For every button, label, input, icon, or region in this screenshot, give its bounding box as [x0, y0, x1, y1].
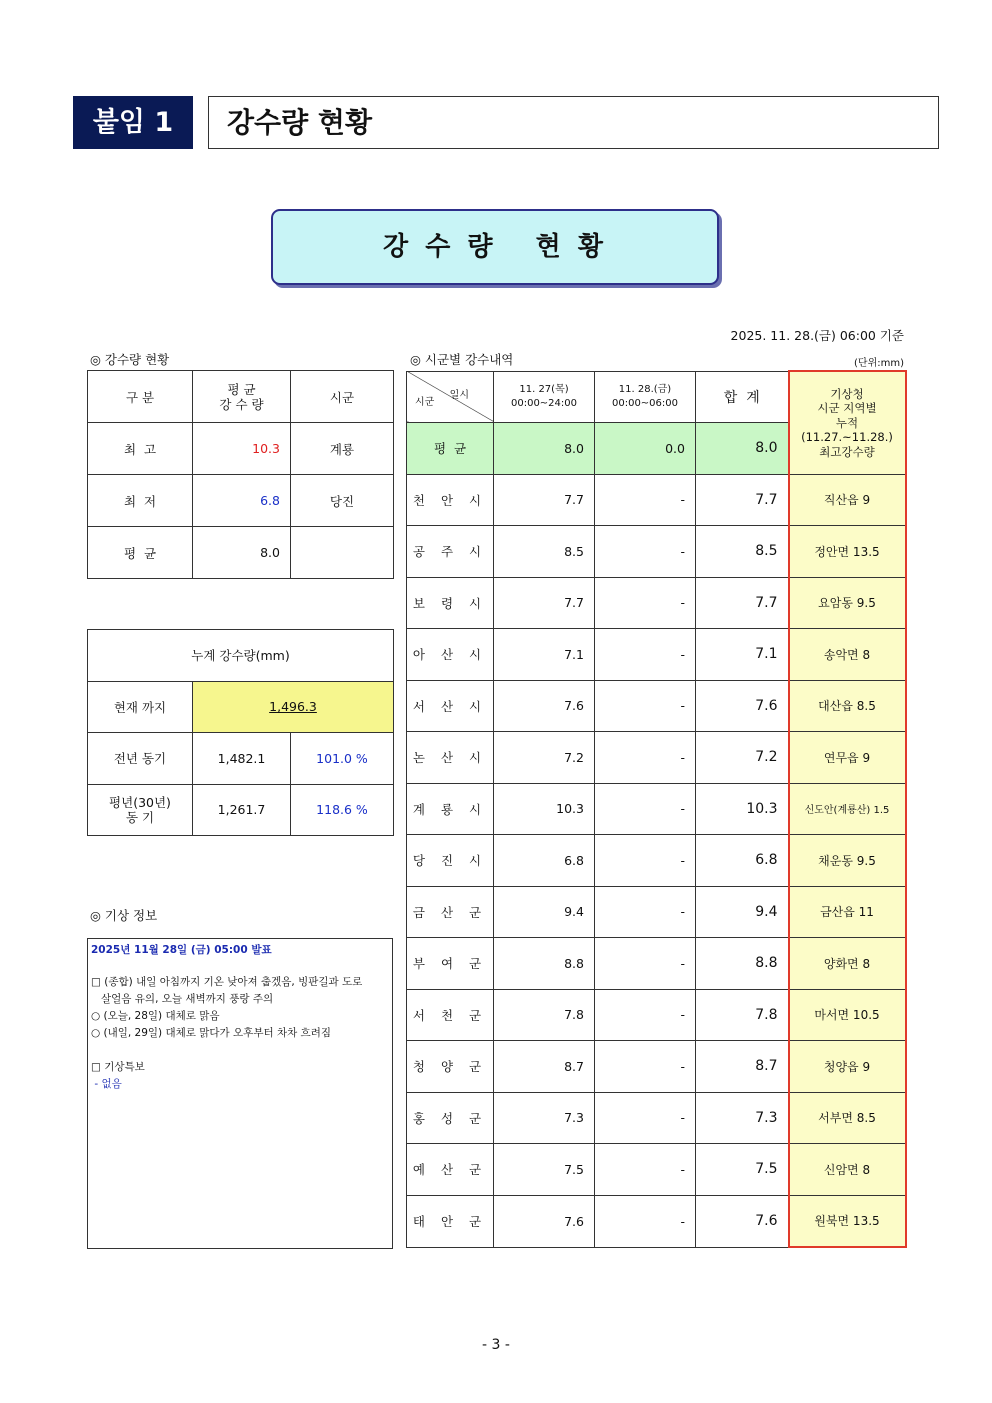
- row-name: 태 안 군: [407, 1195, 494, 1247]
- row-name: 논 산 시: [407, 732, 494, 784]
- row-total: 7.6: [696, 1195, 789, 1247]
- row-name: 당 진 시: [407, 835, 494, 887]
- row-day1: 7.5: [494, 1144, 595, 1196]
- row-label: 평년(30년) 동 기: [88, 784, 193, 836]
- current-label: 현재 까지: [88, 681, 193, 733]
- row-total: 9.4: [696, 886, 789, 938]
- row-name: 공 주 시: [407, 526, 494, 578]
- table-row: [407, 1092, 906, 1144]
- row-day2: 0.0: [595, 423, 696, 475]
- row-day2: -: [595, 835, 696, 887]
- row-label: 평 균: [88, 527, 193, 579]
- table-row: [407, 629, 906, 681]
- row-name: 서 천 군: [407, 989, 494, 1041]
- table-row: [88, 475, 394, 527]
- row-label: 전년 동기: [88, 733, 193, 785]
- row-value: 1,261.7: [193, 784, 291, 836]
- row-total: 8.5: [696, 526, 789, 578]
- row-day1: 7.2: [494, 732, 595, 784]
- row-day2: -: [595, 1092, 696, 1144]
- row-name: 보 령 시: [407, 577, 494, 629]
- row-day1: 7.1: [494, 629, 595, 681]
- row-day1: 7.8: [494, 989, 595, 1041]
- row-total: 7.1: [696, 629, 789, 681]
- table-row: [407, 680, 906, 732]
- header-city: 시군: [291, 371, 394, 423]
- row-max: 연무읍 9: [789, 732, 906, 784]
- row-name: 계 룡 시: [407, 783, 494, 835]
- summary-section-title: ◎ 강수량 현황: [90, 352, 170, 367]
- row-total: 10.3: [696, 783, 789, 835]
- row-max: 서부면 8.5: [789, 1092, 906, 1144]
- row-name: 금 산 군: [407, 886, 494, 938]
- row-day1: 9.4: [494, 886, 595, 938]
- row-day2: -: [595, 783, 696, 835]
- unit-label: (단위:mm): [854, 358, 904, 369]
- corner-top: 일시: [449, 389, 469, 401]
- table-row: [88, 527, 394, 579]
- corner-header: [407, 371, 494, 423]
- row-day2: -: [595, 732, 696, 784]
- row-total: 7.8: [696, 989, 789, 1041]
- table-row: [407, 577, 906, 629]
- row-day1: 7.3: [494, 1092, 595, 1144]
- row-max: 직산읍 9: [789, 474, 906, 526]
- page-title: 강수량 현황: [208, 96, 939, 149]
- row-total: 7.2: [696, 732, 789, 784]
- row-max: 양화면 8: [789, 938, 906, 990]
- row-max: 대산읍 8.5: [789, 680, 906, 732]
- row-day2: -: [595, 680, 696, 732]
- row-total: 8.0: [696, 423, 789, 475]
- avg-value: 8.0: [193, 527, 291, 579]
- row-name: 부 여 군: [407, 938, 494, 990]
- weather-line: 살얼음 유의, 오늘 새벽까지 풍랑 주의: [91, 993, 274, 1005]
- row-total: 7.6: [696, 680, 789, 732]
- weather-line: ○ (내일, 29일) 대체로 맑다가 오후부터 차차 흐려짐: [91, 1027, 331, 1039]
- row-percent: 101.0 %: [291, 733, 394, 785]
- row-total: 7.7: [696, 577, 789, 629]
- row-name: 천 안 시: [407, 474, 494, 526]
- table-row: [407, 1195, 906, 1247]
- header-average: 평 균 강 수 량: [193, 371, 291, 423]
- row-max: 마서면 10.5: [789, 989, 906, 1041]
- row-label: 최 저: [88, 475, 193, 527]
- row-day1: 6.8: [494, 835, 595, 887]
- table-row: [88, 733, 394, 785]
- avg-city: [291, 527, 394, 579]
- table-row: [88, 784, 394, 836]
- row-day2: -: [595, 1195, 696, 1247]
- row-day2: -: [595, 629, 696, 681]
- cumulative-table: [87, 629, 394, 836]
- min-city: 당진: [291, 475, 394, 527]
- row-name: 서 산 시: [407, 680, 494, 732]
- row-percent: 118.6 %: [291, 784, 394, 836]
- row-day1: 7.6: [494, 680, 595, 732]
- row-max: 금산읍 11: [789, 886, 906, 938]
- max-city: 계룡: [291, 423, 394, 475]
- corner-bottom: 시군: [415, 397, 435, 408]
- row-total: 7.7: [696, 474, 789, 526]
- col-max: 기상청 시군 지역별 누적 (11.27.~11.28.) 최고강수량: [789, 371, 906, 474]
- row-day1: 8.8: [494, 938, 595, 990]
- row-max: 원북면 13.5: [789, 1195, 906, 1247]
- row-day2: -: [595, 474, 696, 526]
- row-max: 정안면 13.5: [789, 526, 906, 578]
- weather-issued: 2025년 11월 28일 (금) 05:00 발표: [91, 944, 272, 956]
- weather-line: - 없음: [91, 1078, 122, 1090]
- row-name: 평 균: [407, 423, 494, 475]
- table-row: [88, 423, 394, 475]
- row-value: 1,482.1: [193, 733, 291, 785]
- table-row: [407, 732, 906, 784]
- header-category: 구 분: [88, 371, 193, 423]
- summary-table: [87, 370, 394, 579]
- row-max: 청양읍 9: [789, 1041, 906, 1093]
- detail-table: [406, 370, 907, 1248]
- cumulative-title: 누계 강수량(mm): [88, 630, 394, 682]
- row-name: 아 산 시: [407, 629, 494, 681]
- row-day2: -: [595, 886, 696, 938]
- row-total: 8.8: [696, 938, 789, 990]
- detail-section-title: ◎ 시군별 강수내역: [410, 352, 514, 367]
- row-total: 6.8: [696, 835, 789, 887]
- row-total: 8.7: [696, 1041, 789, 1093]
- weather-box: [87, 938, 393, 1249]
- row-day2: -: [595, 526, 696, 578]
- row-day1: 8.0: [494, 423, 595, 475]
- table-row: [407, 526, 906, 578]
- weather-line: □ 기상특보: [91, 1061, 145, 1073]
- col-total: 합 계: [696, 371, 789, 423]
- row-name: 홍 성 군: [407, 1092, 494, 1144]
- row-day1: 8.5: [494, 526, 595, 578]
- table-row: [407, 835, 906, 887]
- row-day2: -: [595, 938, 696, 990]
- row-day1: 8.7: [494, 1041, 595, 1093]
- standard-time: 2025. 11. 28.(금) 06:00 기준: [730, 328, 904, 343]
- row-day1: 7.7: [494, 577, 595, 629]
- max-value: 10.3: [193, 423, 291, 475]
- row-day1: 10.3: [494, 783, 595, 835]
- table-row: [407, 1041, 906, 1093]
- min-value: 6.8: [193, 475, 291, 527]
- row-max: 송악면 8: [789, 629, 906, 681]
- table-row: [407, 938, 906, 990]
- row-day2: -: [595, 1041, 696, 1093]
- row-day2: -: [595, 1144, 696, 1196]
- row-total: 7.3: [696, 1092, 789, 1144]
- row-total: 7.5: [696, 1144, 789, 1196]
- weather-line: □ (종합) 내일 아침까지 기온 낮아져 춥겠음, 빙판길과 도로: [91, 976, 363, 988]
- col-day1: 11. 27(목) 00:00~24:00: [494, 371, 595, 423]
- row-day1: 7.6: [494, 1195, 595, 1247]
- row-name: 청 양 군: [407, 1041, 494, 1093]
- table-row: [407, 783, 906, 835]
- row-day2: -: [595, 989, 696, 1041]
- current-value: 1,496.3: [269, 699, 317, 715]
- row-max: 채운동 9.5: [789, 835, 906, 887]
- row-max: 신암면 8: [789, 1144, 906, 1196]
- table-row: [407, 989, 906, 1041]
- page-number: - 3 -: [482, 1337, 510, 1353]
- row-day2: -: [595, 577, 696, 629]
- table-row: [407, 1144, 906, 1196]
- main-title: 강 수 량 현 황: [271, 209, 719, 285]
- table-row: [407, 474, 906, 526]
- weather-section-title: ◎ 기상 정보: [90, 908, 158, 923]
- col-day2: 11. 28.(금) 00:00~06:00: [595, 371, 696, 423]
- row-name: 예 산 군: [407, 1144, 494, 1196]
- row-day1: 7.7: [494, 474, 595, 526]
- row-max: 신도안(계룡산) 1.5: [789, 783, 906, 835]
- current-value-cell: [193, 681, 394, 733]
- row-label: 최 고: [88, 423, 193, 475]
- weather-line: ○ (오늘, 28일) 대체로 맑음: [91, 1010, 220, 1022]
- attachment-tag: 붙임 1: [73, 96, 193, 149]
- table-row: [407, 886, 906, 938]
- row-max: 요암동 9.5: [789, 577, 906, 629]
